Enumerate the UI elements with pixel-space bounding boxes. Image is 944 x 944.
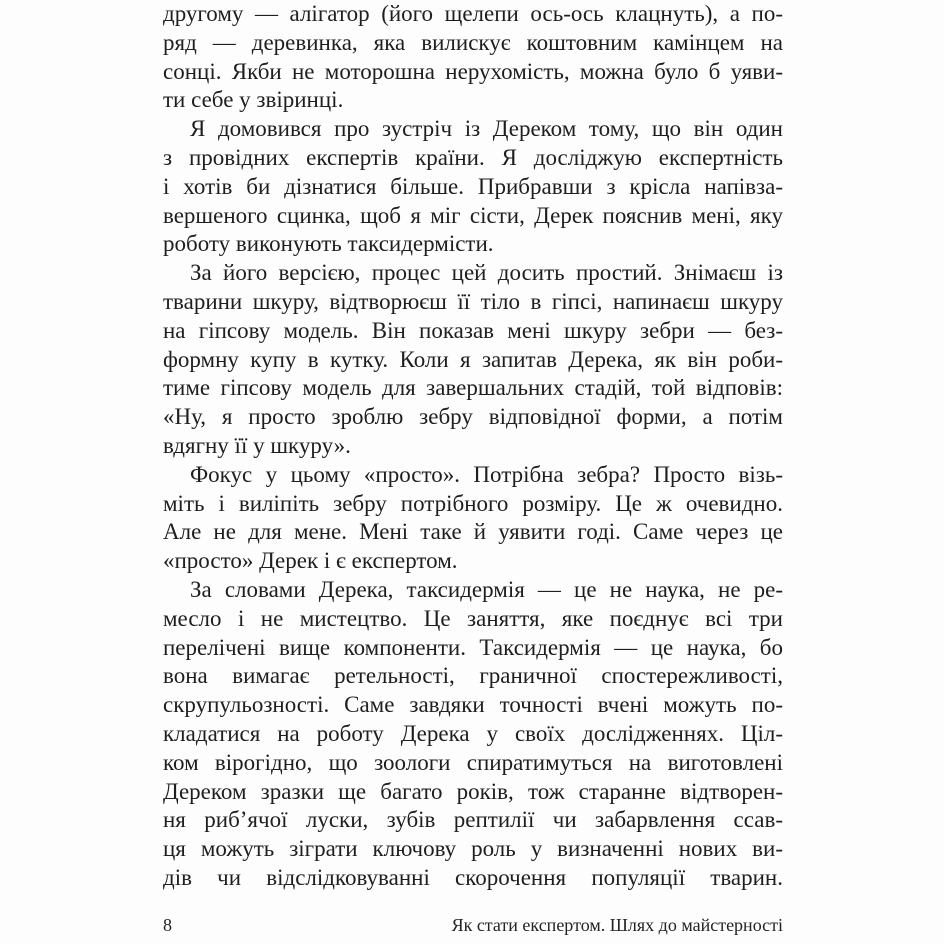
paragraph xyxy=(163,576,783,893)
page-footer xyxy=(163,914,783,936)
text-line: на гіпсову модель. Він показав мені шкуру зебри — без- xyxy=(163,317,783,343)
text-line: месло і не мистецтво. Це заняття, яке поєднує всі три xyxy=(163,605,783,631)
text-line: кладатися на роботу Дерека у своїх дослідженнях. Ціл- xyxy=(163,720,783,746)
text-line: Фокус у цьому «просто». Потрібна зебра? Просто візь- xyxy=(190,461,783,487)
text-line: «просто» Дерек і є експертом. xyxy=(163,548,458,574)
text-line: міть і виліпіть зебру потрібного розміру. Це ж очевидно. xyxy=(163,490,783,516)
paragraph xyxy=(163,0,783,115)
text-line: тварини шкуру, відтворюєш її тіло в гіпсі, напинаєш шкуру xyxy=(163,288,783,314)
text-line: За його версією, процес цей досить простий. Знімаєш із xyxy=(190,260,783,286)
text-line: Я домовився про зустріч із Дереком тому, що він один xyxy=(190,116,783,142)
running-title: Як стати експертом. Шлях до майстерності xyxy=(451,915,783,935)
paragraph xyxy=(163,461,783,576)
text-line: За словами Дерека, таксидермія — це не наука, не ре- xyxy=(190,576,783,602)
text-line: ряд — деревинка, яка вилискує коштовним камінцем на xyxy=(163,29,783,55)
text-line: скрупульозності. Саме завдяки точності вчені можуть по- xyxy=(163,692,783,718)
book-page-text xyxy=(163,0,783,893)
paragraph xyxy=(163,259,783,461)
text-line: вершеного сцинка, щоб я міг сісти, Дерек пояснив мені, яку xyxy=(163,202,783,228)
text-line: «Ну, я просто зроблю зебру відповідної форми, а потім xyxy=(163,404,783,430)
text-line: з провідних експертів країни. Я досліджую експертність xyxy=(163,144,783,170)
text-line: Дереком зразки ще багато років, тож старанне відтворен- xyxy=(163,778,783,804)
text-line: другому — алігатор (його щелепи ось-ось клацнуть), а по- xyxy=(163,1,783,26)
text-line: дів чи відслідковуванні скорочення популяції тварин. xyxy=(163,864,783,890)
text-line: вдягну її у шкуру». xyxy=(163,432,351,458)
page-number: 8 xyxy=(163,915,172,935)
text-line: Але не для мене. Мені таке й уявити годі. Саме через це xyxy=(163,519,783,545)
text-line: ти себе у звіринці. xyxy=(163,87,344,113)
text-line: сонці. Якби не моторошна нерухомість, можна було б уяви- xyxy=(163,58,783,84)
text-line: і хотів би дізнатися більше. Прибравши з крісла напівза- xyxy=(163,173,783,199)
text-line: формну купу в кутку. Коли я запитав Дерека, як він роби- xyxy=(163,346,783,372)
text-line: роботу виконують таксидермісти. xyxy=(163,231,494,257)
text-line: ком вірогідно, що зоологи спиратимуться на виготовлені xyxy=(163,749,783,775)
text-line: тиме гіпсову модель для завершальних стадій, той відповів: xyxy=(163,375,783,401)
paragraph xyxy=(163,115,783,259)
text-line: ця можуть зіграти ключову роль у визначенні нових ви- xyxy=(163,836,783,862)
text-line: перелічені вище компоненти. Таксидермія — це наука, бо xyxy=(163,634,783,660)
text-line: ня риб’ячої луски, зубів рептилії чи забарвлення ссав- xyxy=(163,807,783,833)
text-line: вона вимагає ретельності, граничної спостережливості, xyxy=(163,663,783,689)
